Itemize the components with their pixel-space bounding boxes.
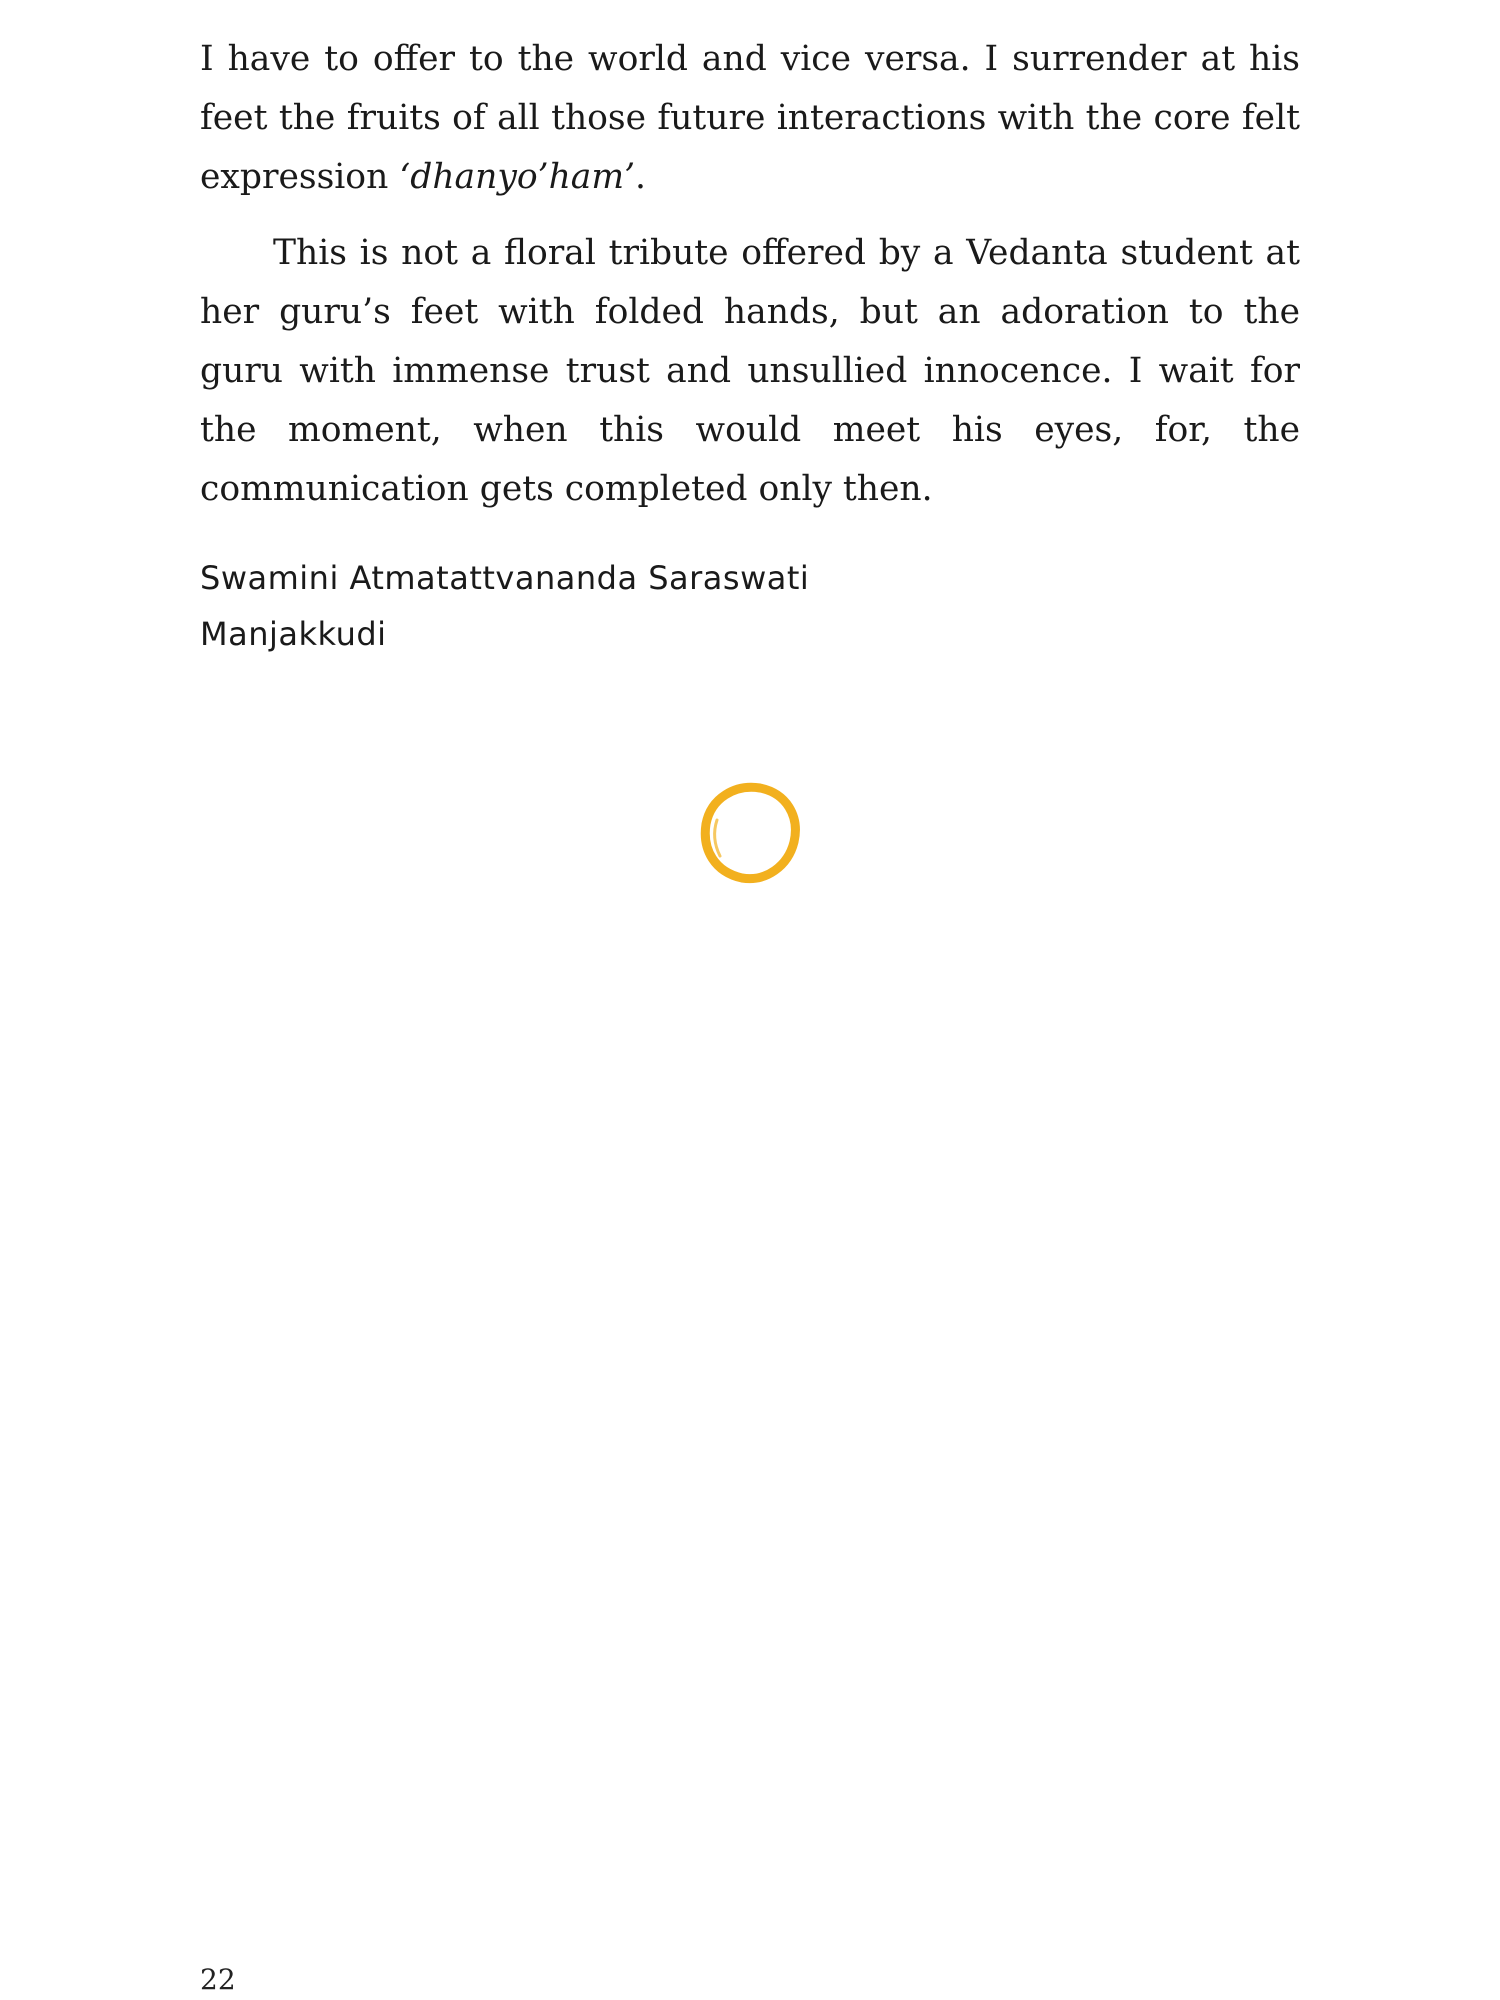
signature-block: [200, 550, 1300, 662]
enso-inner-stroke: [715, 820, 720, 856]
page-content: [200, 30, 1300, 662]
enso-ornament-icon: [680, 766, 820, 906]
page-number: 22: [200, 1963, 236, 1996]
enso-ornament-svg: [680, 766, 820, 906]
paragraph-1-text: I have to offer to the world and vice versa. I surrender at his feet the fruits of all those future interactions with the core felt expression: [200, 39, 1300, 197]
paragraph-1: [200, 30, 1300, 207]
author-name: Swamini Atmatattvananda Saraswati: [200, 559, 810, 597]
paragraph-2: This is not a floral tribute offered by a Vedanta student at her guru’s feet with folded hands, but an adoration to the guru with immense trust and unsullied innocence. I wait for the moment, when this would meet his eyes, for, the communication gets completed only then.: [200, 233, 1300, 509]
enso-stroke: [705, 787, 795, 878]
paragraph-1-italic-phrase: ‘dhanyo’ham’: [399, 157, 636, 197]
paragraph-1-end: .: [635, 157, 647, 197]
author-location: Manjakkudi: [200, 615, 387, 653]
